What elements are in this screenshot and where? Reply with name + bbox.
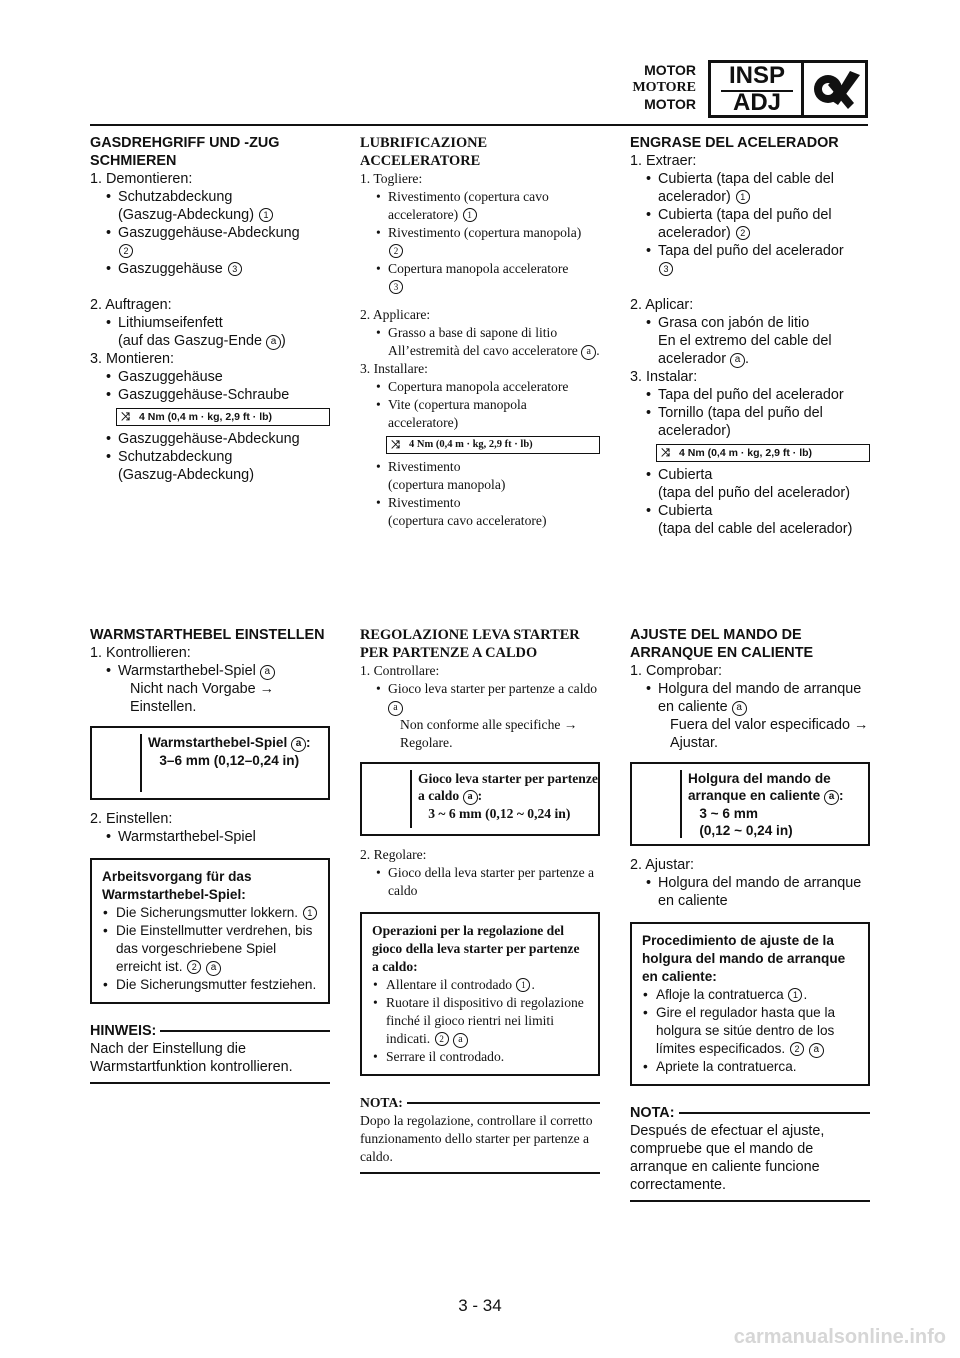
list-item: • Rivestimento (copertura manopola) (360, 458, 600, 494)
procedure-box: Arbeitsvorgang für das Warmstarthebel-Spiel: • Die Sicherungsmutter lokkern. 1 • Die Einstellmutter verdrehen, bis das vorgeschriebene Spiel erreicht ist. 2 a • Die Sicherungsmutter festziehen. (90, 858, 330, 1004)
it-hot-starter-section (360, 626, 600, 1174)
list-item: • Cubierta (tapa del puño del acelerador) (630, 466, 870, 502)
note-block: NOTA: Dopo la regolazione, controllare il corretto funzionamento dello starter per partenze a caldo. (360, 1094, 600, 1174)
badge-top-text: INSP (728, 62, 785, 89)
list-item: • Rivestimento (copertura manopola) 2 (360, 224, 600, 260)
step: 2. Einstellen: (90, 811, 173, 827)
list-item-detail: Fuera del valor especificado → Ajustar. (670, 717, 869, 751)
list-item: • Gioco leva starter per partenze a caldo a (360, 680, 600, 716)
list-item: • Rivestimento (copertura cavo acceleratore) (360, 494, 600, 530)
list-item: • Vite (copertura manopola acceleratore) (360, 396, 600, 432)
step: 2. Regolare: (360, 847, 427, 862)
step: 2. Applicare: (360, 307, 431, 322)
step: 3. Instalar: (630, 369, 698, 385)
list-item: • Tapa del puño del acelerador 3 (630, 242, 870, 278)
list-item: • Grasso a base di sapone di litio All’estremità del cavo acceleratore a . (360, 324, 600, 360)
step: 2. Auftragen: (90, 297, 172, 313)
list-item: • Lithiumseifenfett (auf das Gaszug-Ende a ) (90, 314, 330, 350)
section-label-it: MOTORE (632, 80, 696, 95)
procedure-box: Operazioni per la regolazione del gioco della leva starter per partenze a caldo: • Allentare il controdado 1 . • Ruotare il dispositivo di regolazione finché il gioco rientri nei limiti indicati. 2 a • Serrare il controdado. (360, 912, 600, 1076)
section-title: WARMSTARTHEBEL EINSTELLEN (90, 627, 325, 643)
section-title: GASDREHGRIFF UND -ZUG SCHMIEREN (90, 135, 280, 169)
torque-wrench-icon: ⤨ (391, 439, 400, 451)
section-label-de: MOTOR (644, 62, 696, 78)
caliper-icon (96, 734, 142, 792)
header-section-labels (600, 62, 696, 113)
es-lubrication-section (630, 134, 870, 538)
torque-spec: ⤨ 4 Nm (0,4 m · kg, 2,9 ft · lb) (656, 444, 870, 462)
list-item: • Gaszuggehäuse-Abdeckung 2 (90, 224, 330, 260)
list-item: • Cubierta (tapa del cable del acelerador) (630, 502, 870, 538)
de-hot-starter-section (90, 626, 330, 1084)
caliper-icon (366, 770, 412, 828)
step: 1. Togliere: (360, 171, 423, 186)
step: 2. Ajustar: (630, 857, 694, 873)
list-item: • Gaszuggehäuse 3 (90, 260, 330, 278)
list-item: • Gaszuggehäuse-Abdeckung (90, 430, 330, 448)
note-block: NOTA: Después de efectuar el ajuste, compruebe que el mando de arranque en caliente funcione correctamente. (630, 1104, 870, 1202)
list-item: • Copertura manopola acceleratore 3 (360, 260, 600, 296)
torque-wrench-icon: ⤨ (121, 411, 130, 423)
note-block: HINWEIS: Nach der Einstellung die Warmstartfunktion kontrollieren. (90, 1022, 330, 1084)
insp-adj-badge (708, 60, 868, 118)
list-item: • Cubierta (tapa del cable del acelerador) 1 (630, 170, 870, 206)
list-item: • Rivestimento (copertura cavo acceleratore) 1 (360, 188, 600, 224)
list-item: • Gioco della leva starter per partenze a caldo (360, 864, 600, 900)
list-item: • Gaszuggehäuse (90, 368, 330, 386)
section-label-es: MOTOR (644, 96, 696, 112)
list-item: • Warmstarthebel-Spiel a (90, 662, 330, 680)
step: 1. Extraer: (630, 153, 697, 169)
step: 3. Installare: (360, 361, 428, 376)
list-item: • Tapa del puño del acelerador (630, 386, 870, 404)
step: 1. Comprobar: (630, 663, 722, 679)
step: 1. Kontrollieren: (90, 645, 191, 661)
header-rule (90, 124, 868, 126)
caliper-icon (636, 770, 682, 838)
list-item: • Cubierta (tapa del puño del acelerador) 2 (630, 206, 870, 242)
wrench-screwdriver-icon (808, 65, 864, 113)
torque-spec: ⤨ 4 Nm (0,4 m · kg, 2,9 ft · lb) (386, 436, 600, 454)
badge-bottom-text: ADJ (732, 89, 781, 116)
list-item: • Holgura del mando de arranque en caliente (630, 874, 870, 910)
section-title: AJUSTE DEL MANDO DE ARRANQUE EN CALIENTE (630, 627, 814, 661)
torque-spec: ⤨ 4 Nm (0,4 m · kg, 2,9 ft · lb) (116, 408, 330, 426)
list-item: • Schutzabdeckung (Gaszug-Abdeckung) (90, 448, 330, 484)
section-title: ENGRASE DEL ACELERADOR (630, 135, 839, 151)
list-item: • Tornillo (tapa del puño del acelerador) (630, 404, 870, 440)
watermark: carmanualsonline.info (733, 1326, 946, 1348)
list-item: • Copertura manopola acceleratore (360, 378, 600, 396)
list-item: • Warmstarthebel-Spiel (90, 828, 330, 846)
step: 1. Demontieren: (90, 171, 193, 187)
de-lubrication-section (90, 134, 330, 484)
page-number: 3 - 34 (458, 1296, 502, 1315)
step: 2. Aplicar: (630, 297, 694, 313)
list-item: • Schutzabdeckung (Gaszug-Abdeckung) 1 (90, 188, 330, 224)
procedure-box: Procedimiento de ajuste de la holgura del mando de arranque en caliente: • Afloje la contratuerca 1 . • Gire el regulador hasta que la holgura se sitúe dentro de los límites especificados. 2 a • Apriete la contratuerca. (630, 922, 870, 1086)
spec-box: Gioco leva starter per partenze a caldo a : 3 ~ 6 mm (0,12 ~ 0,24 in) (360, 762, 600, 836)
list-item: • Grasa con jabón de litio En el extremo del cable del acelerador a . (630, 314, 870, 368)
list-item-detail: Non conforme alle specifiche → Regolare. (400, 717, 578, 750)
list-item-detail: Nicht nach Vorgabe → Einstellen. (130, 681, 274, 715)
it-lubrication-section (360, 134, 600, 530)
section-title: REGOLAZIONE LEVA STARTER PER PARTENZE A CALDO (360, 627, 580, 661)
spec-box: Holgura del mando de arranque en caliente a : 3 ~ 6 mm (0,12 ~ 0,24 in) (630, 762, 870, 846)
list-item: • Gaszuggehäuse-Schraube (90, 386, 330, 404)
torque-wrench-icon: ⤨ (661, 447, 670, 459)
section-title: LUBRIFICAZIONE ACCELERATORE (360, 135, 488, 169)
step: 1. Controllare: (360, 663, 440, 678)
step: 3. Montieren: (90, 351, 174, 367)
es-hot-starter-section (630, 626, 870, 1202)
spec-box: Warmstarthebel-Spiel a : 3–6 mm (0,12–0,24 in) (90, 726, 330, 800)
list-item: • Holgura del mando de arranque en caliente a (630, 680, 870, 716)
